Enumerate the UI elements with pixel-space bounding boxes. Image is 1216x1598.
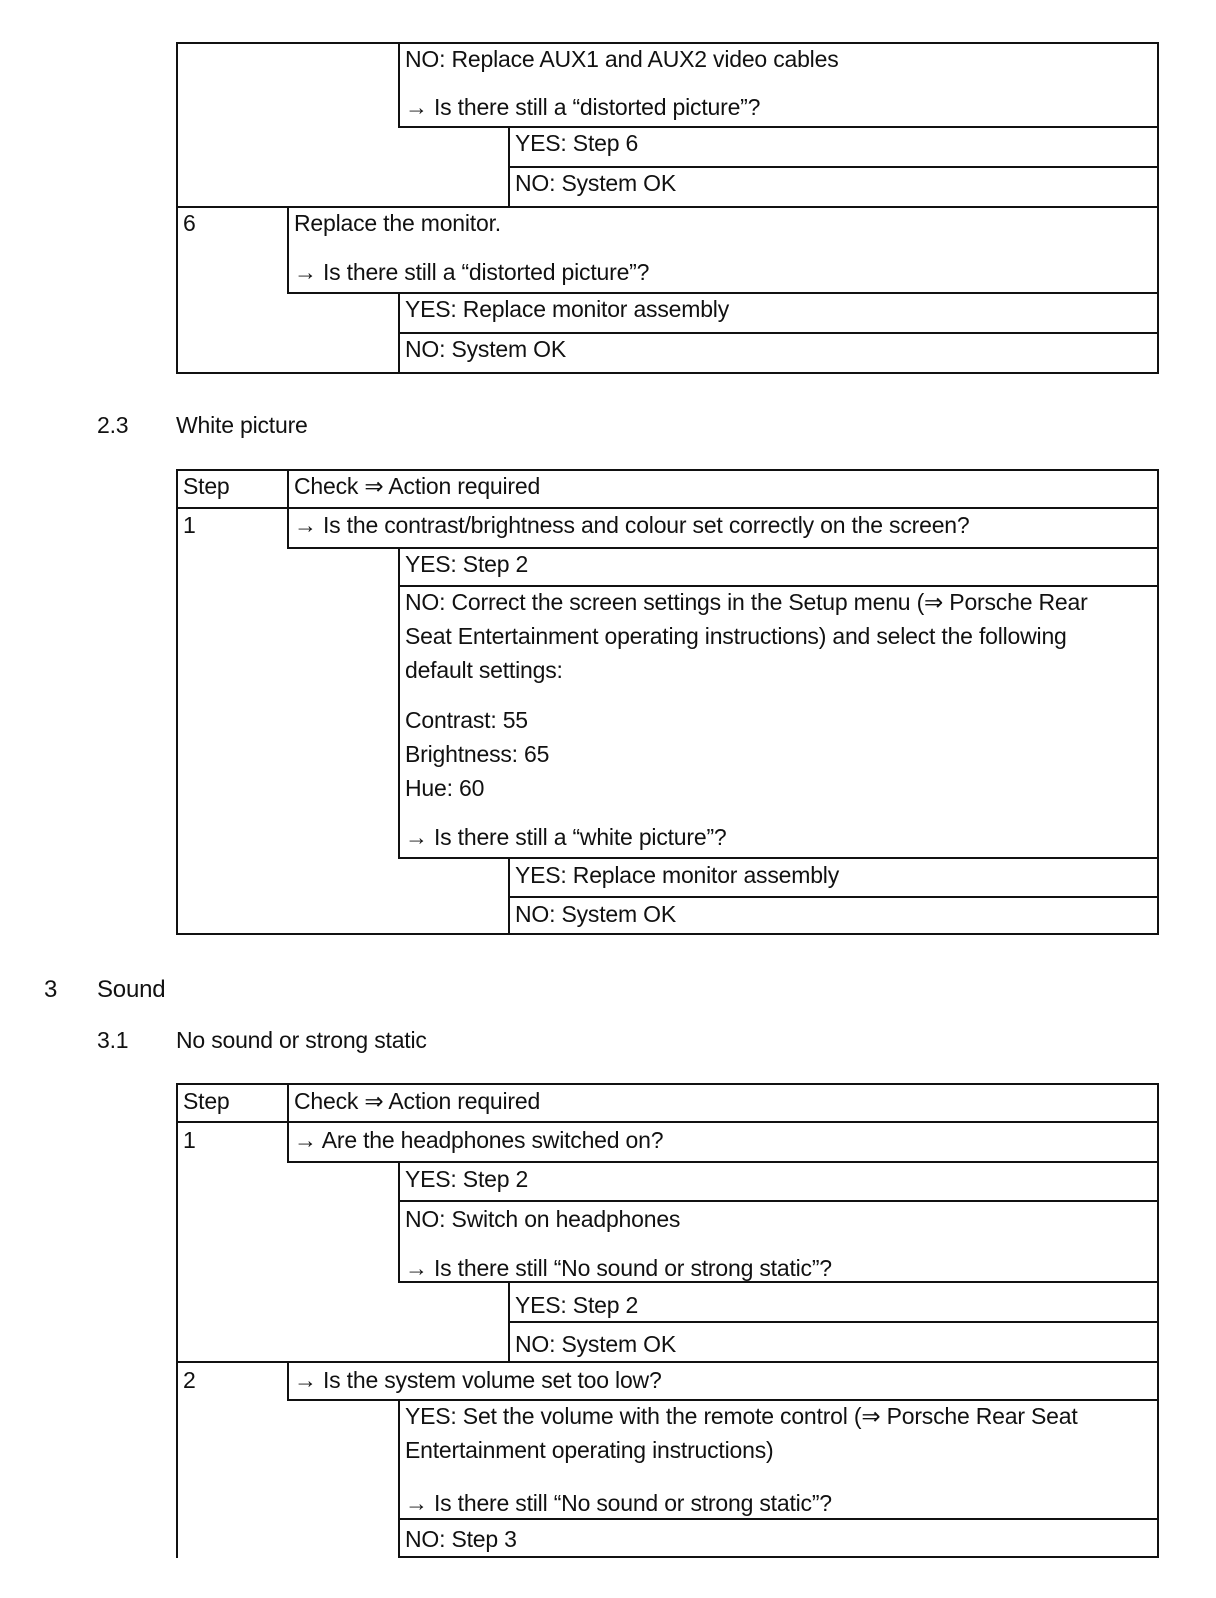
divider: [508, 166, 1159, 168]
divider: [508, 1321, 1159, 1323]
yes-step2-text: YES: Step 2: [405, 551, 529, 577]
divider: [176, 1121, 1159, 1123]
volume-question: → Is the system volume set too low?: [294, 1367, 662, 1393]
step-number: 6: [183, 210, 196, 236]
replace-monitor-action: Replace the monitor.: [294, 210, 501, 236]
no-system-ok-text: NO: System OK: [515, 170, 676, 196]
white-picture-question: → Is there still a “white picture”?: [405, 824, 727, 850]
divider: [287, 292, 1159, 294]
divider: [176, 1083, 1159, 1085]
no-system-ok-text: NO: System OK: [515, 1331, 676, 1357]
step-number: 1: [183, 512, 196, 538]
no-sound-question: → Is there still “No sound or strong static”?: [405, 1255, 832, 1281]
header-check: Check ⇒ Action required: [294, 1088, 541, 1114]
instruction-line: YES: Set the volume with the remote control (⇒ Porsche Rear Seat: [405, 1403, 1078, 1429]
instruction-line: default settings:: [405, 657, 563, 683]
divider: [398, 1518, 1159, 1520]
divider: [287, 469, 289, 549]
setting-hue: Hue: 60: [405, 775, 485, 801]
yes-replace-monitor-text: YES: Replace monitor assembly: [515, 862, 840, 888]
yes-step2-text: YES: Step 2: [515, 1292, 639, 1318]
headphones-question: → Are the headphones switched on?: [294, 1127, 664, 1153]
divider: [398, 1556, 1159, 1558]
header-check: Check ⇒ Action required: [294, 473, 541, 499]
divider: [176, 1083, 178, 1558]
table-top-frame: [176, 42, 1159, 374]
divider: [287, 1361, 289, 1401]
no-system-ok-text: NO: System OK: [515, 901, 676, 927]
header-step: Step: [183, 1088, 230, 1114]
no-sound-question: → Is there still “No sound or strong static”?: [405, 1490, 832, 1516]
divider: [398, 1399, 400, 1558]
divider: [398, 42, 400, 128]
instruction-line: NO: Correct the screen settings in the Setup menu (⇒ Porsche Rear: [405, 589, 1088, 615]
no-replace-cables-text: NO: Replace AUX1 and AUX2 video cables: [405, 46, 839, 72]
setting-brightness: Brightness: 65: [405, 741, 550, 767]
distorted-picture-question: → Is there still a “distorted picture”?: [405, 94, 761, 120]
yes-replace-monitor-text: YES: Replace monitor assembly: [405, 296, 730, 322]
divider: [398, 1200, 1159, 1202]
divider: [287, 206, 289, 294]
divider: [287, 1161, 1159, 1163]
divider: [398, 1161, 400, 1283]
section-title: White picture: [176, 412, 308, 438]
divider: [398, 1281, 1159, 1283]
no-step3-text: NO: Step 3: [405, 1526, 517, 1552]
section-title: Sound: [97, 976, 166, 1003]
divider: [176, 507, 1159, 509]
divider: [398, 547, 400, 859]
yes-step2-text: YES: Step 2: [405, 1166, 529, 1192]
correct-settings-instruction: [405, 585, 1155, 687]
instruction-line: Seat Entertainment operating instructions) and select the following: [405, 623, 1067, 649]
section-number: 2.3: [97, 412, 129, 438]
divider: [287, 547, 1159, 549]
divider: [398, 332, 1159, 334]
distorted-picture-question: → Is there still a “distorted picture”?: [294, 259, 650, 285]
section-number: 3.1: [97, 1027, 129, 1053]
divider: [508, 896, 1159, 898]
instruction-line: Entertainment operating instructions): [405, 1437, 774, 1463]
divider: [287, 1083, 289, 1163]
divider: [176, 1361, 1159, 1363]
header-step: Step: [183, 473, 230, 499]
divider: [176, 206, 1159, 208]
setting-contrast: Contrast: 55: [405, 707, 528, 733]
divider: [398, 126, 1159, 128]
switch-on-headphones-text: NO: Switch on headphones: [405, 1206, 681, 1232]
no-system-ok-text: NO: System OK: [405, 336, 566, 362]
default-settings-list: [405, 703, 549, 805]
divider: [398, 857, 1159, 859]
step-number: 1: [183, 1127, 196, 1153]
set-volume-instruction: [405, 1399, 1078, 1467]
contrast-question: → Is the contrast/brightness and colour set correctly on the screen?: [294, 512, 970, 538]
section-number: 3: [44, 976, 58, 1003]
step-number: 2: [183, 1367, 196, 1393]
yes-step6-text: YES: Step 6: [515, 130, 639, 156]
section-title: No sound or strong static: [176, 1027, 427, 1053]
